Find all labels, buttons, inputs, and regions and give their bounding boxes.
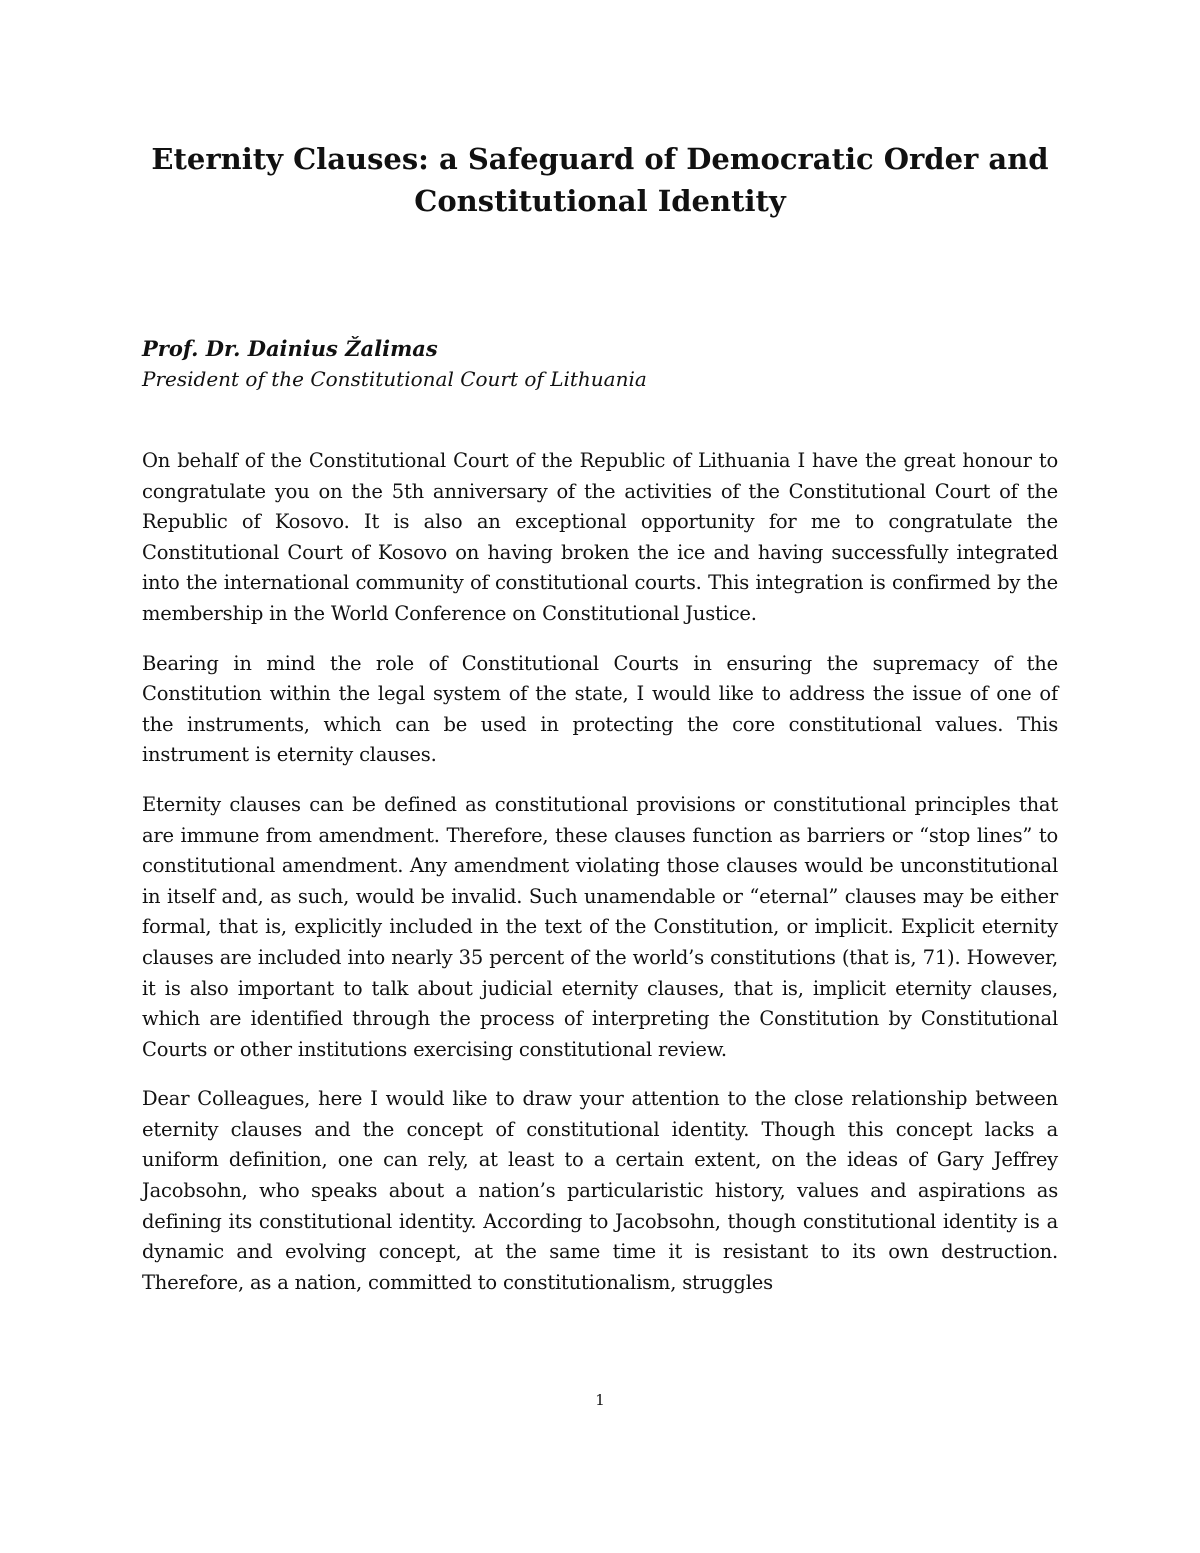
- paragraph: Dear Colleagues, here I would like to draw your attention to the close relationship between eternity clauses and the concept of constitutional identity. Though this concept lacks a uniform definition, one can rely, at least to a certain extent, on the ideas of Gary Jeffrey Jacobsohn, who speaks about a nation’s particularistic history, values and aspirations as defining its constitutional identity. According to Jacobsohn, though constitutional identity is a dynamic and evolving concept, at the same time it is resistant to its own destruction. Therefore, as a nation, committed to constitutionalism, struggles: [142, 1087, 1058, 1294]
- author-block: [142, 334, 1058, 394]
- body-text: [142, 446, 1058, 1317]
- paragraph: Eternity clauses can be defined as constitutional provisions or constitutional principles that are immune from amendment. Therefore, these clauses function as barriers or “stop lines” to constitutional amendment. Any amendment violating those clauses would be unconstitutional in itself and, as such, would be invalid. Such unamendable or “eternal” clauses may be either formal, that is, explicitly included in the text of the Constitution, or implicit. Explicit eternity clauses are included into nearly 35 percent of the world’s constitutions (that is, 71). However, it is also important to talk about judicial eternity clauses, that is, implicit eternity clauses, which are identified through the process of interpreting the Constitution by Constitutional Courts or other institutions exercising constitutional review.: [142, 792, 1058, 1061]
- author-name: Prof. Dr. Dainius Žalimas: [142, 336, 438, 361]
- page-number: 1: [595, 1391, 605, 1409]
- paragraph: On behalf of the Constitutional Court of the Republic of Lithuania I have the great honour to congratulate you on the 5th anniversary of the activities of the Constitutional Court of the Republic of Kosovo. It is also an exceptional opportunity for me to congratulate the Constitutional Court of Kosovo on having broken the ice and having successfully integrated into the international community of constitutional courts. This integration is confirmed by the membership in the World Conference on Constitutional Justice.: [142, 449, 1058, 625]
- paragraph: Bearing in mind the role of Constitutional Courts in ensuring the supremacy of the Constitution within the legal system of the state, I would like to address the issue of one of the instruments, which can be used in protecting the core constitutional values. This instrument is eternity clauses.: [142, 651, 1058, 767]
- document-title: Eternity Clauses: a Safeguard of Democratic Order and Constitutional Identity: [151, 142, 1049, 218]
- author-role: President of the Constitutional Court of Lithuania: [142, 367, 647, 391]
